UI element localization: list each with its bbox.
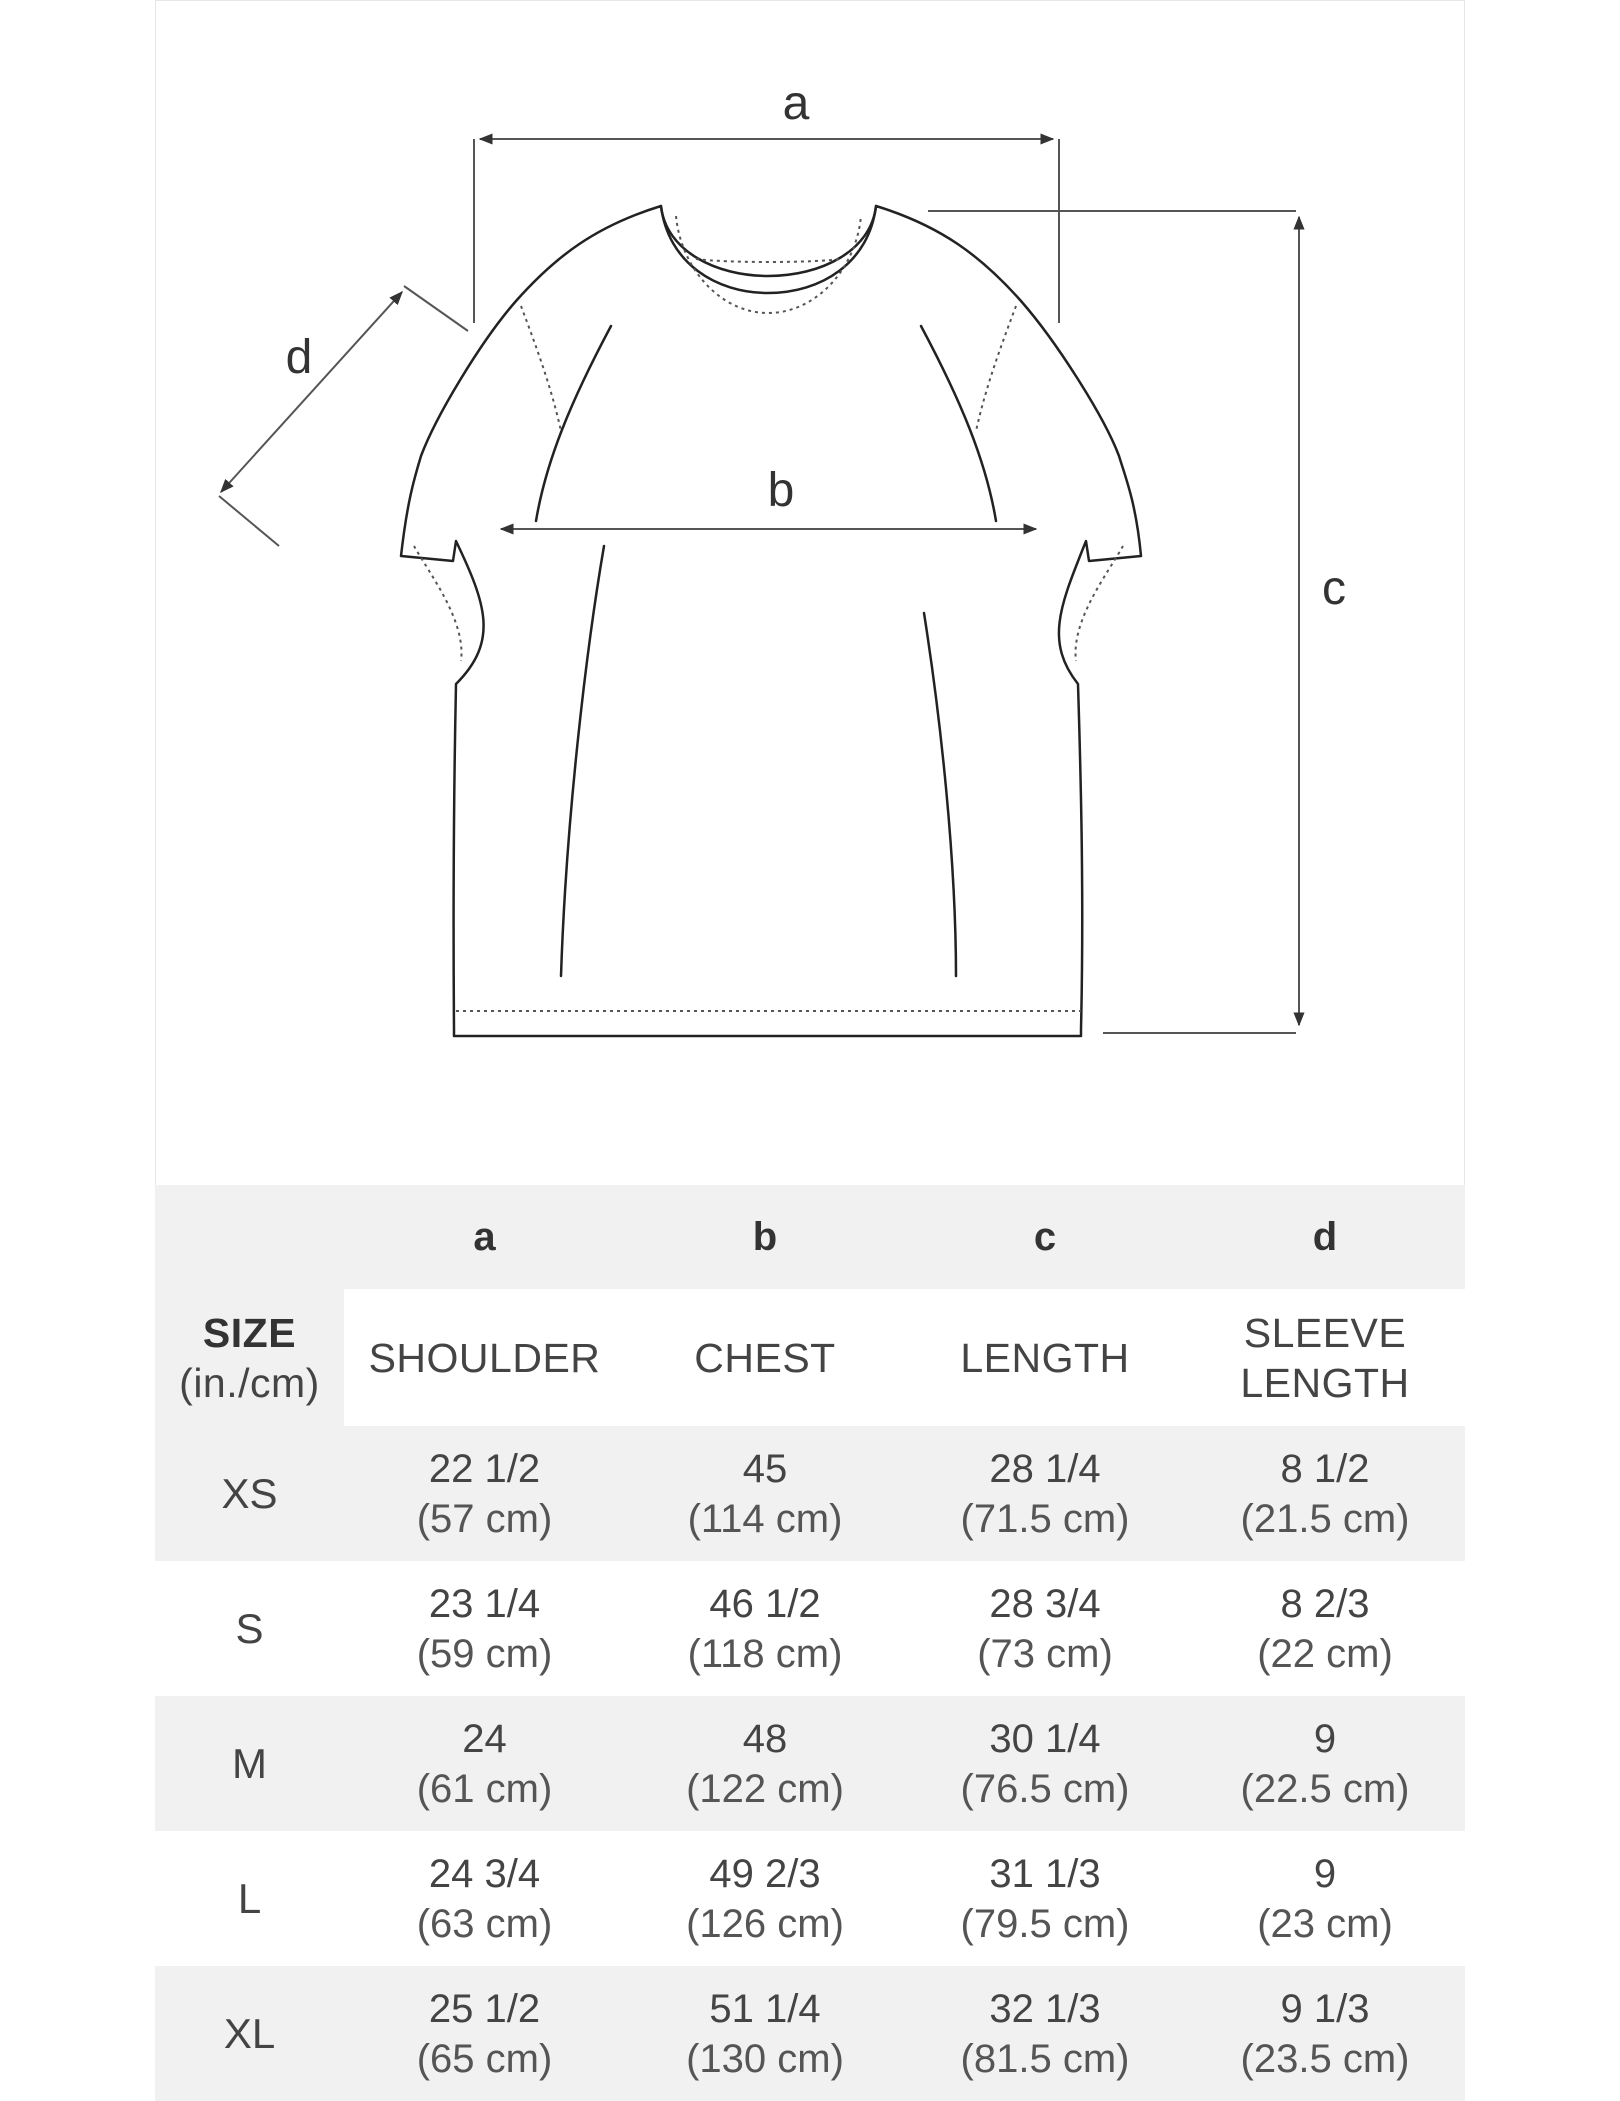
dimension-d: [219, 286, 468, 546]
size-label: XS: [155, 1426, 344, 1561]
size-chart-table: [155, 1185, 1465, 2101]
size-label: XL: [155, 1966, 344, 2101]
chest-inches: 49 2/3: [709, 1851, 821, 1896]
shoulder-inches: 24: [462, 1716, 507, 1761]
chest-cm: (114 cm): [687, 1496, 843, 1541]
sleeve-length-cell: [1185, 1966, 1465, 2101]
sleeve-length-cm: (22 cm): [1257, 1631, 1393, 1676]
length-cell: [905, 1696, 1185, 1831]
shoulder-inches: 24 3/4: [428, 1851, 541, 1896]
sleeve-length-cm: (21.5 cm): [1240, 1496, 1410, 1541]
tshirt-body-lines: [536, 326, 996, 976]
size-column-header: [155, 1289, 344, 1426]
dimension-label-d: d: [285, 331, 313, 384]
shoulder-cm: (61 cm): [416, 1766, 553, 1811]
table-header-row: [155, 1289, 1465, 1426]
size-header-unit: (in./cm): [179, 1359, 320, 1406]
table-row: [155, 1966, 1465, 2101]
chest-inches: 51 1/4: [709, 1986, 821, 2031]
sleeve-length-inches: 9 1/3: [1280, 1986, 1370, 2031]
length-cm: (76.5 cm): [960, 1766, 1130, 1811]
length-inches: 32 1/3: [989, 1986, 1101, 2031]
length-cm: (71.5 cm): [960, 1496, 1130, 1541]
column-letter-a: a: [344, 1185, 625, 1289]
sleeve-length-cm: (23 cm): [1257, 1901, 1393, 1946]
size-label: L: [237, 1874, 262, 1922]
dimension-label-a: a: [782, 77, 810, 130]
chest-cm: (130 cm): [686, 2036, 844, 2081]
table-row: [155, 1561, 1465, 1696]
length-inches: 30 1/4: [989, 1716, 1101, 1761]
chest-inches: 45: [742, 1446, 788, 1491]
dimension-a: [474, 139, 1059, 323]
shoulder-cm: (59 cm): [416, 1631, 553, 1676]
length-cell: [905, 1966, 1185, 2101]
column-letter-d: d: [1185, 1185, 1465, 1289]
sleeve-length-inches: 9: [1313, 1716, 1337, 1761]
sleeve-length-cell: [1185, 1696, 1465, 1831]
shoulder-cm: (63 cm): [416, 1901, 553, 1946]
chest-cm: (118 cm): [687, 1631, 843, 1676]
chest-inches: 48: [742, 1716, 788, 1761]
length-inches: 28 3/4: [989, 1581, 1101, 1626]
chest-cell: [625, 1561, 905, 1696]
sleeve-length-inches: 9: [1313, 1851, 1337, 1896]
sleeve-length-inches: 8 2/3: [1280, 1581, 1370, 1626]
chest-cell: [625, 1831, 905, 1966]
dimension-c: [928, 211, 1299, 1033]
chest-cell: [625, 1966, 905, 2101]
shoulder-cell: [344, 1966, 625, 2101]
table-row: [155, 1831, 1465, 1966]
size-rows: [155, 1426, 1465, 2101]
shoulder-cell: [344, 1426, 625, 1561]
sleeve-length-cell: [1185, 1831, 1465, 1966]
shoulder-cell: [344, 1831, 625, 1966]
shoulder-inches: 25 1/2: [428, 1986, 541, 2031]
shoulder-cell: [344, 1561, 625, 1696]
sleeve-length-cm: (23.5 cm): [1240, 2036, 1410, 2081]
length-cell: [905, 1831, 1185, 1966]
column-header-chest: CHEST: [625, 1289, 905, 1426]
shoulder-cm: (65 cm): [416, 2036, 553, 2081]
tshirt-stitching: [414, 216, 1123, 1011]
length-cell: [905, 1426, 1185, 1561]
table-letter-row: [155, 1185, 1465, 1289]
table-row: [155, 1426, 1465, 1561]
column-header-shoulder: SHOULDER: [344, 1289, 625, 1426]
length-cell: [905, 1561, 1185, 1696]
chest-inches: 46 1/2: [709, 1581, 821, 1626]
sleeve-length-cell: [1185, 1561, 1465, 1696]
column-header-sleeve-length: SLEEVE LENGTH: [1185, 1289, 1465, 1426]
shoulder-cell: [344, 1696, 625, 1831]
length-cm: (81.5 cm): [960, 2036, 1130, 2081]
length-inches: 28 1/4: [989, 1446, 1101, 1491]
column-letter-c: c: [905, 1185, 1185, 1289]
tshirt-outline: [401, 206, 1141, 1036]
table-row: [155, 1696, 1465, 1831]
sleeve-length-inches: 8 1/2: [1280, 1446, 1370, 1491]
size-header-title: SIZE: [202, 1309, 297, 1356]
tshirt-measurement-diagram: [155, 0, 1465, 1185]
size-label: S: [235, 1604, 264, 1652]
size-label: M: [155, 1696, 344, 1831]
dimension-label-c: c: [1322, 562, 1346, 615]
chest-cell: [625, 1426, 905, 1561]
length-cm: (79.5 cm): [960, 1901, 1130, 1946]
sleeve-length-cm: (22.5 cm): [1240, 1766, 1410, 1811]
column-letter-b: b: [625, 1185, 905, 1289]
column-header-length: LENGTH: [905, 1289, 1185, 1426]
length-inches: 31 1/3: [989, 1851, 1101, 1896]
shoulder-cm: (57 cm): [416, 1496, 553, 1541]
chest-cell: [625, 1696, 905, 1831]
chest-cm: (126 cm): [686, 1901, 844, 1946]
length-cm: (73 cm): [977, 1631, 1113, 1676]
sleeve-length-cell: [1185, 1426, 1465, 1561]
shoulder-inches: 22 1/2: [428, 1446, 541, 1491]
shoulder-inches: 23 1/4: [428, 1581, 541, 1626]
corner-cell: [155, 1185, 344, 1289]
dimension-label-b: b: [767, 464, 795, 517]
tshirt-diagram-svg: [156, 1, 1466, 1186]
chest-cm: (122 cm): [686, 1766, 844, 1811]
